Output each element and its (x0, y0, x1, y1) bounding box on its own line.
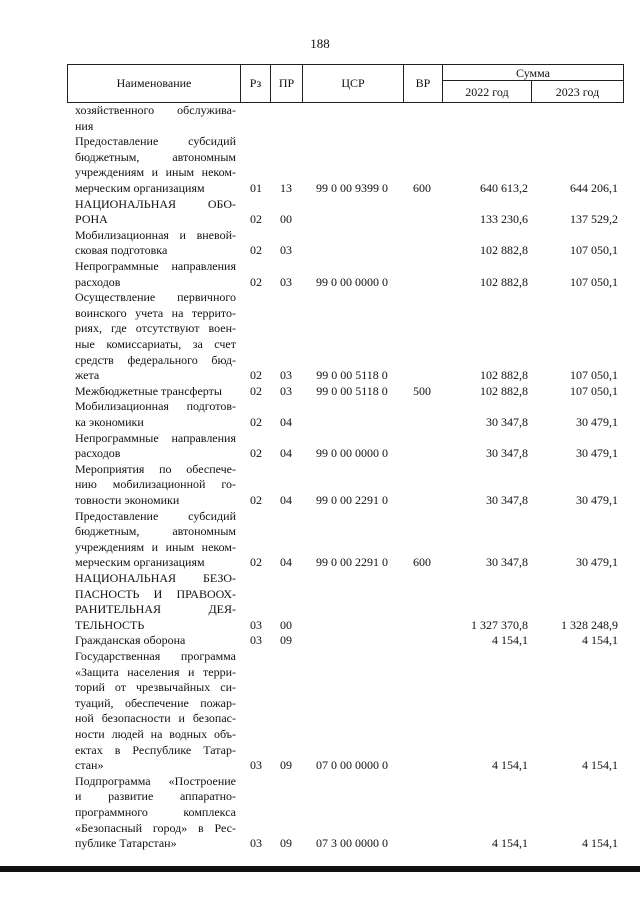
row-csr: 99 0 00 0000 0 (316, 274, 388, 289)
row-rz: 02 (250, 492, 262, 507)
row-pr: 03 (280, 274, 292, 289)
row-pr: 13 (280, 180, 292, 195)
row-csr: 07 3 00 0000 0 (316, 836, 388, 851)
page-number: 188 (310, 36, 330, 51)
row-name-line: НАЦИОНАЛЬНАЯ БЕЗО- (75, 571, 236, 585)
row-name-line: ка экономики (75, 414, 144, 429)
table-row (0, 228, 640, 259)
row-name-line: ной безопасности и безопас- (75, 711, 236, 726)
row-name-line: торий от чрезвычайных си- (75, 680, 236, 695)
row-name-line: учреждениям и иным неком- (75, 539, 236, 554)
header-sum: Сумма (516, 66, 550, 80)
row-sum-2023: 30 479,1 (576, 446, 618, 461)
header-name: Наименование (116, 76, 192, 90)
row-sum-2023: 644 206,1 (570, 180, 618, 195)
row-sum-2023: 107 050,1 (570, 368, 618, 383)
row-sum-2023: 4 154,1 (582, 758, 618, 773)
row-pr: 04 (280, 446, 292, 461)
table-row (0, 134, 640, 196)
row-rz: 02 (250, 243, 262, 258)
row-pr: 03 (280, 368, 292, 383)
row-csr: 99 0 00 2291 0 (316, 555, 388, 570)
row-rz: 02 (250, 368, 262, 383)
row-name (75, 633, 236, 649)
row-rz: 02 (250, 212, 262, 227)
row-rz: 02 (250, 555, 262, 570)
row-name-line: НАЦИОНАЛЬНАЯ ОБО- (75, 196, 236, 211)
row-sum-2022: 4 154,1 (492, 633, 528, 648)
row-sum-2023: 4 154,1 (582, 633, 618, 648)
row-sum-2023: 4 154,1 (582, 836, 618, 851)
table-row (0, 509, 640, 571)
row-name-line: «Защита населения и терри- (75, 664, 236, 679)
row-name (75, 774, 236, 852)
row-pr: 04 (280, 414, 292, 429)
row-name-line: Гражданская оборона (75, 633, 186, 648)
row-name-line: Межбюджетные трансферты (75, 383, 222, 398)
row-sum-2022: 102 882,8 (480, 243, 528, 258)
row-sum-2023: 30 479,1 (576, 555, 618, 570)
row-name-line: ные комиссариаты, за счет (75, 336, 236, 351)
row-name (75, 571, 236, 633)
row-name (75, 431, 236, 462)
row-pr: 03 (280, 243, 292, 258)
row-name-line: ТЕЛЬНОСТЬ (75, 617, 145, 632)
row-pr: 09 (280, 633, 292, 648)
row-sum-2022: 4 154,1 (492, 836, 528, 851)
row-name-line: программного комплекса (75, 804, 236, 819)
header-vr: ВР (415, 76, 431, 90)
row-name-line: учреждениям и иным неком- (75, 165, 236, 180)
table-row (0, 103, 640, 134)
row-rz: 03 (250, 836, 262, 851)
row-sum-2022: 133 230,6 (480, 212, 528, 227)
row-rz: 02 (250, 383, 262, 398)
row-name-line: расходов (75, 446, 121, 461)
row-name-line: ектах в Республике Татар- (75, 742, 236, 757)
row-name-line: риях, где отсутствуют воен- (75, 321, 236, 336)
row-name-line: и развитие аппаратно- (75, 789, 236, 804)
row-pr: 04 (280, 555, 292, 570)
row-name-line: РАНИТЕЛЬНАЯ ДЕЯ- (75, 602, 236, 617)
row-name (75, 259, 236, 290)
row-name-line: товности экономики (75, 492, 180, 507)
row-name-line: воинского учета на террито- (75, 305, 236, 320)
row-name-line: Непрограммные направления (75, 430, 236, 445)
row-name-line: Мобилизационная и вневой- (75, 227, 236, 242)
row-vr: 600 (413, 180, 431, 195)
row-name-line: средств федерального бюд- (75, 352, 236, 367)
row-name (75, 384, 236, 400)
row-name-line: Предоставление субсидий (75, 508, 236, 523)
table-row (0, 462, 640, 509)
row-name-line: РОНА (75, 212, 108, 227)
row-name-line: хозяйственного обслужива- (75, 103, 236, 117)
table-row (0, 571, 640, 633)
scan-edge-bar (0, 866, 640, 872)
row-sum-2022: 102 882,8 (480, 383, 528, 398)
row-name-line: Непрограммные направления (75, 259, 236, 273)
row-sum-2022: 4 154,1 (492, 758, 528, 773)
row-pr: 04 (280, 492, 292, 507)
row-sum-2022: 30 347,8 (486, 492, 528, 507)
row-csr: 99 0 00 2291 0 (316, 492, 388, 507)
row-sum-2022: 30 347,8 (486, 446, 528, 461)
row-name-line: мерческим организациям (75, 555, 205, 570)
table-row (0, 633, 640, 649)
row-rz: 03 (250, 617, 262, 632)
row-vr: 600 (413, 555, 431, 570)
row-rz: 01 (250, 180, 262, 195)
row-rz: 03 (250, 758, 262, 773)
row-name (75, 134, 236, 196)
row-name-line: «Безопасный город» в Рес- (75, 820, 236, 835)
row-name-line: мерческим организациям (75, 180, 205, 195)
header-2023: 2023 год (555, 85, 600, 99)
row-pr: 09 (280, 836, 292, 851)
row-name-line: Мобилизационная подготов- (75, 399, 236, 414)
row-pr: 09 (280, 758, 292, 773)
row-name-line: публике Татарстан» (75, 836, 177, 851)
row-csr: 99 0 00 5118 0 (316, 368, 388, 383)
table-row (0, 431, 640, 462)
row-sum-2023: 107 050,1 (570, 274, 618, 289)
header-pr: ПР (278, 76, 295, 90)
row-name (75, 228, 236, 259)
row-name-line: Государственная программа (75, 649, 236, 663)
row-sum-2022: 102 882,8 (480, 274, 528, 289)
row-name-line: Мероприятия по обеспече- (75, 461, 236, 476)
table-row (0, 384, 640, 400)
row-name-line: бюджетным, автономным (75, 149, 236, 164)
row-rz: 02 (250, 274, 262, 289)
row-name (75, 103, 236, 134)
row-name (75, 509, 236, 571)
row-sum-2023: 107 050,1 (570, 243, 618, 258)
row-rz: 02 (250, 414, 262, 429)
row-name (75, 649, 236, 774)
row-name (75, 290, 236, 384)
row-name-line: жета (75, 368, 100, 383)
table-row (0, 197, 640, 228)
row-name-line: бюджетным, автономным (75, 524, 236, 539)
header-2022: 2022 год (465, 85, 509, 99)
row-name-line: Предоставление субсидий (75, 134, 236, 149)
row-pr: 03 (280, 383, 292, 398)
row-name-line: туаций, обеспечение пожар- (75, 695, 236, 710)
row-name-line: сковая подготовка (75, 243, 168, 258)
table-row (0, 649, 640, 774)
row-vr: 500 (413, 383, 431, 398)
row-csr: 99 0 00 0000 0 (316, 446, 388, 461)
table-row (0, 290, 640, 384)
row-name-line: нию мобилизационной го- (75, 477, 236, 492)
row-csr: 99 0 00 5118 0 (316, 383, 388, 398)
row-name-line: расходов (75, 274, 121, 289)
row-sum-2022: 102 882,8 (480, 368, 528, 383)
row-sum-2022: 30 347,8 (486, 414, 528, 429)
row-name (75, 399, 236, 430)
row-name (75, 462, 236, 509)
row-sum-2022: 640 613,2 (480, 180, 528, 195)
header-rz: Рз (249, 76, 262, 90)
row-name-line: ния (75, 118, 94, 133)
row-name-line: стан» (75, 758, 104, 773)
row-name-line: ности людей на водных объ- (75, 726, 236, 741)
row-name (75, 197, 236, 228)
row-pr: 00 (280, 617, 292, 632)
header-csr: ЦСР (341, 76, 365, 90)
table-row (0, 399, 640, 430)
table-row (0, 259, 640, 290)
row-rz: 03 (250, 633, 262, 648)
row-name-line: Осуществление первичного (75, 290, 236, 305)
row-csr: 99 0 00 9399 0 (316, 180, 388, 195)
table-row (0, 774, 640, 852)
row-name-line: ПАСНОСТЬ И ПРАВООХ- (75, 586, 236, 601)
row-sum-2023: 137 529,2 (570, 212, 618, 227)
row-sum-2022: 30 347,8 (486, 555, 528, 570)
row-sum-2022: 1 327 370,8 (471, 617, 528, 632)
row-sum-2023: 30 479,1 (576, 414, 618, 429)
row-sum-2023: 1 328 248,9 (561, 617, 618, 632)
row-sum-2023: 30 479,1 (576, 492, 618, 507)
row-csr: 07 0 00 0000 0 (316, 758, 388, 773)
row-pr: 00 (280, 212, 292, 227)
row-name-line: Подпрограмма «Построение (75, 773, 236, 788)
row-rz: 02 (250, 446, 262, 461)
row-sum-2023: 107 050,1 (570, 383, 618, 398)
